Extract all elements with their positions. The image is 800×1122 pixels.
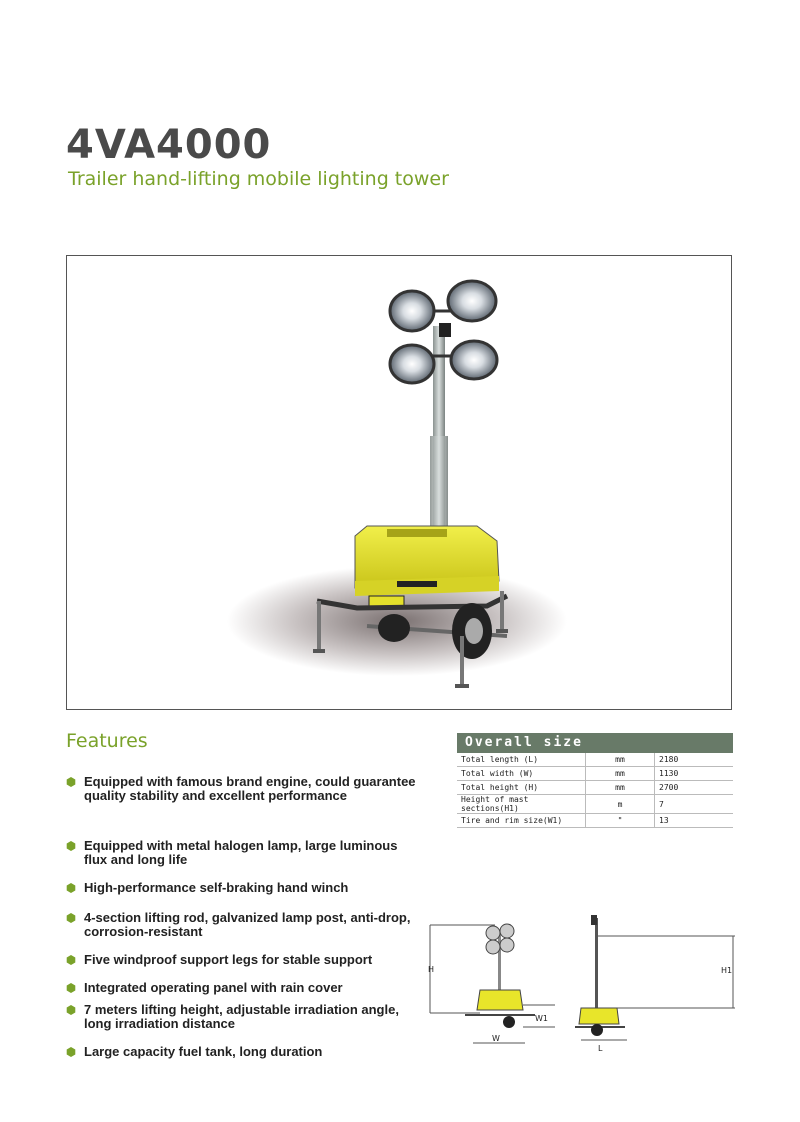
features-heading: Features — [66, 730, 148, 752]
feature-text: Five windproof support legs for stable support — [84, 952, 373, 967]
table-row — [457, 814, 733, 828]
hexagon-bullet-icon — [66, 1047, 76, 1057]
spec-value: 13 — [655, 814, 734, 828]
spec-table — [457, 753, 733, 828]
table-row — [457, 753, 733, 767]
product-title: 4VA4000 — [66, 122, 272, 168]
feature-text: High-performance self-braking hand winch — [84, 880, 349, 895]
hexagon-bullet-icon — [66, 1005, 76, 1015]
spec-value: 2180 — [655, 753, 734, 767]
hexagon-bullet-icon — [66, 841, 76, 851]
table-row — [457, 781, 733, 795]
dim-label-l: L — [598, 1044, 603, 1053]
spec-label: Total length (L) — [457, 753, 586, 767]
spec-value: 1130 — [655, 767, 734, 781]
spec-unit: m — [586, 795, 655, 814]
spec-value: 7 — [655, 795, 734, 814]
dim-label-w1: W1 — [535, 1014, 548, 1023]
feature-text: 4-section lifting rod, galvanized lamp post, anti-drop, corrosion-resistant — [84, 910, 411, 939]
lighting-tower-illustration — [67, 256, 731, 709]
hexagon-bullet-icon — [66, 955, 76, 965]
dim-label-h: H — [428, 965, 435, 974]
spec-unit: mm — [586, 753, 655, 767]
table-row — [457, 795, 733, 814]
feature-list — [66, 775, 416, 1065]
list-item — [66, 839, 416, 881]
hexagon-bullet-icon — [66, 883, 76, 893]
spec-label: Height of mast sections(H1) — [457, 795, 586, 814]
feature-text: 7 meters lifting height, adjustable irradiation angle, long irradiation distance — [84, 1002, 399, 1031]
feature-text: Equipped with metal halogen lamp, large luminous flux and long life — [84, 838, 398, 867]
spec-label: Total height (H) — [457, 781, 586, 795]
feature-text: Equipped with famous brand engine, could guarantee quality stability and excellent performance — [84, 774, 416, 803]
list-item — [66, 881, 416, 909]
hexagon-bullet-icon — [66, 983, 76, 993]
spec-unit: mm — [586, 767, 655, 781]
product-photo — [66, 255, 732, 710]
spec-label: Tire and rim size(W1) — [457, 814, 586, 828]
feature-text: Integrated operating panel with rain cover — [84, 980, 343, 995]
list-item — [66, 911, 416, 953]
spec-unit: " — [586, 814, 655, 828]
spec-unit: mm — [586, 781, 655, 795]
list-item — [66, 775, 416, 825]
list-item — [66, 981, 416, 1003]
spec-value: 2700 — [655, 781, 734, 795]
hexagon-bullet-icon — [66, 777, 76, 787]
list-item — [66, 953, 416, 981]
hexagon-bullet-icon — [66, 913, 76, 923]
table-row — [457, 767, 733, 781]
side-view-diagram — [575, 910, 735, 1060]
spec-label: Total width (W) — [457, 767, 586, 781]
front-view-diagram — [425, 915, 555, 1055]
feature-text: Large capacity fuel tank, long duration — [84, 1044, 323, 1059]
dim-label-h1: H1 — [721, 966, 733, 975]
product-subtitle: Trailer hand-lifting mobile lighting tower — [68, 168, 449, 190]
dim-label-w: W — [492, 1034, 500, 1043]
spec-table-box — [457, 733, 733, 828]
spec-table-heading: Overall size — [457, 733, 733, 753]
list-item — [66, 1003, 416, 1045]
list-item — [66, 1045, 416, 1065]
